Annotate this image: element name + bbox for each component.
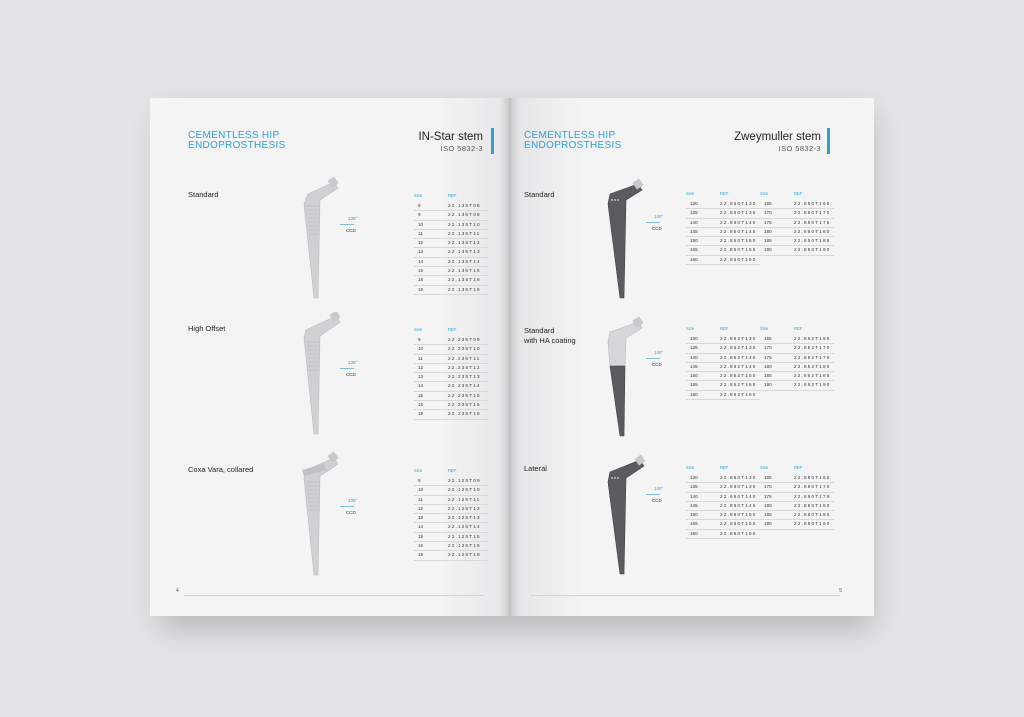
- size-cell: 15: [414, 391, 448, 400]
- size-cell: 150: [686, 511, 720, 520]
- accent-bar: [827, 128, 830, 154]
- table-row: [760, 246, 834, 255]
- ref-cell: 22.850T150: [720, 237, 760, 246]
- ref-cell: 22.135T12: [448, 239, 488, 248]
- right-page-header-title: [524, 131, 654, 151]
- ref-cell: 22.850T185: [794, 237, 834, 246]
- ref-cell: 22.125T11: [448, 495, 488, 504]
- ref-cell: 22.860T150: [720, 511, 760, 520]
- ref-cell: 22.125T13: [448, 514, 488, 523]
- table-row: [414, 363, 488, 372]
- stem-image-zweymuller-standard: [606, 178, 654, 300]
- angle-line: [646, 494, 660, 495]
- table-row: [760, 237, 834, 246]
- size-cell: 15: [414, 532, 448, 541]
- table-row: [760, 511, 834, 520]
- ref-header: REF: [794, 191, 803, 196]
- stem-name: IN-Star stem: [418, 131, 483, 143]
- size-cell: 155: [686, 246, 720, 255]
- label-line1: Standard: [524, 190, 555, 199]
- ref-cell: 22.860T140: [720, 492, 760, 501]
- ref-table-standard: [414, 193, 488, 295]
- stem-image-coxa-vara: [298, 450, 346, 578]
- size-cell: 175: [760, 492, 794, 501]
- ref-header: REF: [448, 327, 457, 332]
- section-label-standard: Standard: [188, 190, 219, 199]
- ref-cell: 22.852T140: [720, 353, 760, 362]
- ccd-label: CCD: [652, 498, 662, 503]
- size-cell: 11: [414, 354, 448, 363]
- ref-cell: 22.850T170: [794, 209, 834, 218]
- table-row: [686, 209, 760, 218]
- ref-cell: 22.850T175: [794, 218, 834, 227]
- ref-cell: 22.860T175: [794, 492, 834, 501]
- ref-cell: 22.852T190: [794, 381, 834, 390]
- size-header: Size: [414, 468, 423, 473]
- ccd-label: CCD: [652, 362, 662, 367]
- table-row: [686, 344, 760, 353]
- ref-cell: 22.852T150: [720, 372, 760, 381]
- ref-header: REF: [794, 326, 803, 331]
- page-number: 5: [839, 588, 842, 594]
- angle-label: 135°: [348, 216, 358, 221]
- table-row: [414, 410, 488, 419]
- ref-cell: 22.125T12: [448, 504, 488, 513]
- ref-cell: 22.860T190: [794, 520, 834, 529]
- ref-cell: 22.852T175: [794, 353, 834, 362]
- section-label-coxa-vara: Coxa Vara, collared: [188, 465, 254, 474]
- ref-cell: 22.135T16: [448, 276, 488, 285]
- size-cell: 130: [686, 474, 720, 483]
- table-row: [414, 542, 488, 551]
- ref-header: REF: [794, 465, 803, 470]
- ref-cell: 22.235T11: [448, 354, 488, 363]
- table-row: [414, 229, 488, 238]
- table-row: [414, 391, 488, 400]
- size-cell: 145: [686, 362, 720, 371]
- ref-cell: 22.860T155: [720, 520, 760, 529]
- ccd-label: CCD: [346, 372, 356, 377]
- size-cell: 170: [760, 209, 794, 218]
- footer-line: [184, 595, 484, 596]
- size-cell: 140: [686, 492, 720, 501]
- section-label-high-offset: High Offset: [188, 324, 226, 333]
- size-cell: 175: [760, 218, 794, 227]
- ref-cell: 22.235T12: [448, 363, 488, 372]
- table-row: [414, 354, 488, 363]
- table-row: [414, 514, 488, 523]
- table-row: [686, 200, 760, 209]
- table-row: [686, 474, 760, 483]
- size-cell: 13: [414, 514, 448, 523]
- table-row: [760, 200, 834, 209]
- ref-cell: 22.852T135: [720, 344, 760, 353]
- size-cell: 150: [686, 237, 720, 246]
- stem-name: Zweymuller stem: [734, 131, 821, 143]
- size-cell: 135: [686, 483, 720, 492]
- size-cell: 160: [686, 529, 720, 538]
- size-cell: 11: [414, 229, 448, 238]
- size-cell: 10: [414, 486, 448, 495]
- table-row: [414, 336, 488, 345]
- size-cell: 13: [414, 248, 448, 257]
- size-header: Size: [686, 191, 695, 196]
- table-row: [760, 218, 834, 227]
- ref-cell: 22.125T18: [448, 551, 488, 560]
- table-row: [414, 486, 488, 495]
- table-row: [760, 492, 834, 501]
- ref-cell: 22.135T15: [448, 267, 488, 276]
- angle-label: 130°: [654, 350, 664, 355]
- ref-cell: 22.850T145: [720, 227, 760, 236]
- table-row: [760, 335, 834, 344]
- iso-label: ISO 5832-3: [440, 144, 483, 153]
- ref-cell: 22.850T155: [720, 246, 760, 255]
- ref-cell: 22.852T185: [794, 372, 834, 381]
- ref-cell: 22.852T165: [794, 335, 834, 344]
- right-page: [510, 98, 874, 616]
- size-cell: 15: [414, 267, 448, 276]
- size-cell: 185: [760, 237, 794, 246]
- table-row: [686, 501, 760, 510]
- table-row: [414, 551, 488, 560]
- ref-cell: 22.125T10: [448, 486, 488, 495]
- table-row: [686, 246, 760, 255]
- size-cell: 14: [414, 382, 448, 391]
- ref-table-standard-col1: [686, 191, 760, 265]
- size-cell: 14: [414, 523, 448, 532]
- size-header: Size: [414, 327, 423, 332]
- ref-cell: 22.135T13: [448, 248, 488, 257]
- angle-label: 135°: [348, 498, 358, 503]
- table-row: [760, 474, 834, 483]
- table-row: [414, 477, 488, 486]
- ref-cell: 22.860T180: [794, 501, 834, 510]
- size-cell: 165: [760, 335, 794, 344]
- section-label-lateral: [524, 464, 547, 474]
- size-cell: 12: [414, 363, 448, 372]
- table-row: [414, 373, 488, 382]
- stem-image-zweymuller-ha: [606, 316, 654, 438]
- ref-table-lateral-col2: [760, 465, 834, 530]
- ref-table-coxa-vara: [414, 468, 488, 561]
- ref-cell: 22.850T135: [720, 209, 760, 218]
- size-cell: 170: [760, 483, 794, 492]
- ref-cell: 22.135T09: [448, 211, 488, 220]
- size-cell: 10: [414, 220, 448, 229]
- size-header: Size: [760, 191, 769, 196]
- table-row: [414, 239, 488, 248]
- table-row: [686, 381, 760, 390]
- size-cell: 145: [686, 501, 720, 510]
- section-label-standard-ha: [524, 326, 576, 346]
- ref-cell: 22.235T13: [448, 373, 488, 382]
- table-row: [414, 495, 488, 504]
- ref-table-high-offset: [414, 327, 488, 420]
- ref-cell: 22.852T130: [720, 335, 760, 344]
- ref-cell: 22.850T130: [720, 200, 760, 209]
- table-row: [760, 362, 834, 371]
- table-row: [686, 362, 760, 371]
- table-row: [414, 202, 488, 211]
- angle-line: [340, 506, 354, 507]
- table-row: [414, 276, 488, 285]
- left-page: [150, 98, 510, 616]
- size-cell: 18: [414, 551, 448, 560]
- ref-cell: 22.235T10: [448, 345, 488, 354]
- size-cell: 145: [686, 227, 720, 236]
- header-title-line2: ENDOPROSTHESIS: [524, 140, 622, 151]
- table-row: [686, 520, 760, 529]
- ref-cell: 22.860T130: [720, 474, 760, 483]
- accent-bar: [491, 128, 494, 154]
- size-cell: 140: [686, 353, 720, 362]
- table-row: [686, 227, 760, 236]
- table-row: [760, 353, 834, 362]
- size-cell: 140: [686, 218, 720, 227]
- table-row: [686, 390, 760, 399]
- ref-cell: 22.235T14: [448, 382, 488, 391]
- table-row: [414, 211, 488, 220]
- ref-cell: 22.852T170: [794, 344, 834, 353]
- table-row: [686, 372, 760, 381]
- ref-cell: 22.860T165: [794, 474, 834, 483]
- ccd-label: CCD: [652, 226, 662, 231]
- label-line1: Standard: [524, 326, 555, 335]
- size-cell: 165: [760, 474, 794, 483]
- ref-cell: 22.852T155: [720, 381, 760, 390]
- iso-label: ISO 5832-3: [778, 144, 821, 153]
- table-row: [760, 381, 834, 390]
- ref-header: REF: [720, 191, 729, 196]
- table-row: [686, 483, 760, 492]
- ref-cell: 22.125T14: [448, 523, 488, 532]
- size-cell: 16: [414, 401, 448, 410]
- table-row: [414, 257, 488, 266]
- size-header: Size: [760, 465, 769, 470]
- ref-cell: 22.125T15: [448, 532, 488, 541]
- ref-cell: 22.135T08: [448, 202, 488, 211]
- size-header: Size: [686, 326, 695, 331]
- size-cell: 12: [414, 504, 448, 513]
- angle-line: [646, 358, 660, 359]
- table-row: [760, 483, 834, 492]
- ref-cell: 22.850T140: [720, 218, 760, 227]
- ref-cell: 22.125T09: [448, 477, 488, 486]
- size-cell: 160: [686, 390, 720, 399]
- ref-cell: 22.850T165: [794, 200, 834, 209]
- table-row: [760, 372, 834, 381]
- table-row: [686, 529, 760, 538]
- size-cell: 16: [414, 276, 448, 285]
- size-cell: 130: [686, 335, 720, 344]
- ref-cell: 22.860T185: [794, 511, 834, 520]
- size-cell: 18: [414, 285, 448, 294]
- size-header: Size: [414, 193, 423, 198]
- size-cell: 170: [760, 344, 794, 353]
- size-cell: 180: [760, 501, 794, 510]
- table-row: [686, 353, 760, 362]
- ref-cell: 22.860T160: [720, 529, 760, 538]
- size-cell: 13: [414, 373, 448, 382]
- ref-cell: 22.852T145: [720, 362, 760, 371]
- ref-table-lateral-col1: [686, 465, 760, 539]
- size-header: Size: [760, 326, 769, 331]
- ref-cell: 22.235T15: [448, 391, 488, 400]
- table-row: [414, 504, 488, 513]
- header-title-line1: CEMENTLESS HIP: [188, 130, 280, 141]
- label-line2: with HA coating: [524, 336, 576, 345]
- ref-table-standard-col2: [760, 191, 834, 256]
- size-cell: 165: [760, 200, 794, 209]
- label-line1: Lateral: [524, 464, 547, 473]
- ref-cell: 22.235T16: [448, 401, 488, 410]
- ref-cell: 22.235T09: [448, 336, 488, 345]
- ref-cell: 22.850T190: [794, 246, 834, 255]
- page-number: 4: [176, 588, 179, 594]
- ref-table-ha-col2: [760, 326, 834, 391]
- section-label-standard: [524, 190, 554, 200]
- header-title-line2: ENDOPROSTHESIS: [188, 140, 286, 151]
- table-row: [414, 345, 488, 354]
- table-row: [414, 401, 488, 410]
- size-cell: 190: [760, 520, 794, 529]
- size-cell: 190: [760, 246, 794, 255]
- size-cell: 11: [414, 495, 448, 504]
- size-cell: 10: [414, 345, 448, 354]
- size-cell: 180: [760, 227, 794, 236]
- header-title-line1: CEMENTLESS HIP: [524, 130, 616, 141]
- size-cell: 130: [686, 200, 720, 209]
- size-cell: 16: [414, 542, 448, 551]
- table-row: [686, 335, 760, 344]
- ref-cell: 22.860T145: [720, 501, 760, 510]
- size-cell: 135: [686, 344, 720, 353]
- size-cell: 9: [414, 477, 448, 486]
- size-cell: 18: [414, 410, 448, 419]
- size-cell: 135: [686, 209, 720, 218]
- size-cell: 175: [760, 353, 794, 362]
- table-row: [760, 344, 834, 353]
- stem-image-high-offset: [298, 312, 346, 437]
- table-row: [414, 248, 488, 257]
- size-header: Size: [686, 465, 695, 470]
- table-row: [760, 501, 834, 510]
- ref-cell: 22.852T180: [794, 362, 834, 371]
- stem-image-standard: [298, 176, 346, 301]
- size-cell: 9: [414, 211, 448, 220]
- ref-header: REF: [448, 468, 457, 473]
- table-row: [414, 285, 488, 294]
- ref-cell: 22.135T11: [448, 229, 488, 238]
- table-row: [414, 523, 488, 532]
- ccd-label: CCD: [346, 228, 356, 233]
- ref-cell: 22.235T18: [448, 410, 488, 419]
- size-cell: 160: [686, 255, 720, 264]
- ref-cell: 22.850T180: [794, 227, 834, 236]
- angle-label: 130°: [654, 486, 664, 491]
- table-row: [760, 227, 834, 236]
- table-row: [686, 237, 760, 246]
- table-row: [760, 209, 834, 218]
- ref-cell: 22.852T160: [720, 390, 760, 399]
- ref-header: REF: [720, 326, 729, 331]
- ref-cell: 22.850T160: [720, 255, 760, 264]
- angle-line: [340, 224, 354, 225]
- size-cell: 190: [760, 381, 794, 390]
- ref-cell: 22.135T18: [448, 285, 488, 294]
- size-cell: 180: [760, 362, 794, 371]
- stem-image-zweymuller-lateral: [606, 454, 654, 576]
- ref-cell: 22.125T16: [448, 542, 488, 551]
- size-cell: 150: [686, 372, 720, 381]
- size-cell: 8: [414, 202, 448, 211]
- angle-line: [646, 222, 660, 223]
- size-cell: 185: [760, 372, 794, 381]
- table-row: [760, 520, 834, 529]
- size-cell: 155: [686, 381, 720, 390]
- angle-label: 130°: [654, 214, 664, 219]
- ref-header: REF: [448, 193, 457, 198]
- size-cell: 14: [414, 257, 448, 266]
- ref-cell: 22.860T135: [720, 483, 760, 492]
- book-spine: [500, 98, 520, 616]
- table-row: [414, 382, 488, 391]
- ccd-label: CCD: [346, 510, 356, 515]
- table-row: [414, 532, 488, 541]
- table-row: [686, 492, 760, 501]
- ref-header: REF: [720, 465, 729, 470]
- footer-line: [530, 595, 840, 596]
- size-cell: 9: [414, 336, 448, 345]
- size-cell: 185: [760, 511, 794, 520]
- angle-label: 135°: [348, 360, 358, 365]
- size-cell: 12: [414, 239, 448, 248]
- table-row: [686, 218, 760, 227]
- ref-cell: 22.135T14: [448, 257, 488, 266]
- ref-cell: 22.135T10: [448, 220, 488, 229]
- angle-line: [340, 368, 354, 369]
- table-row: [414, 220, 488, 229]
- ref-table-ha-col1: [686, 326, 760, 400]
- table-row: [686, 255, 760, 264]
- table-row: [686, 511, 760, 520]
- size-cell: 155: [686, 520, 720, 529]
- table-row: [414, 267, 488, 276]
- left-page-header-title: [188, 131, 318, 151]
- ref-cell: 22.860T170: [794, 483, 834, 492]
